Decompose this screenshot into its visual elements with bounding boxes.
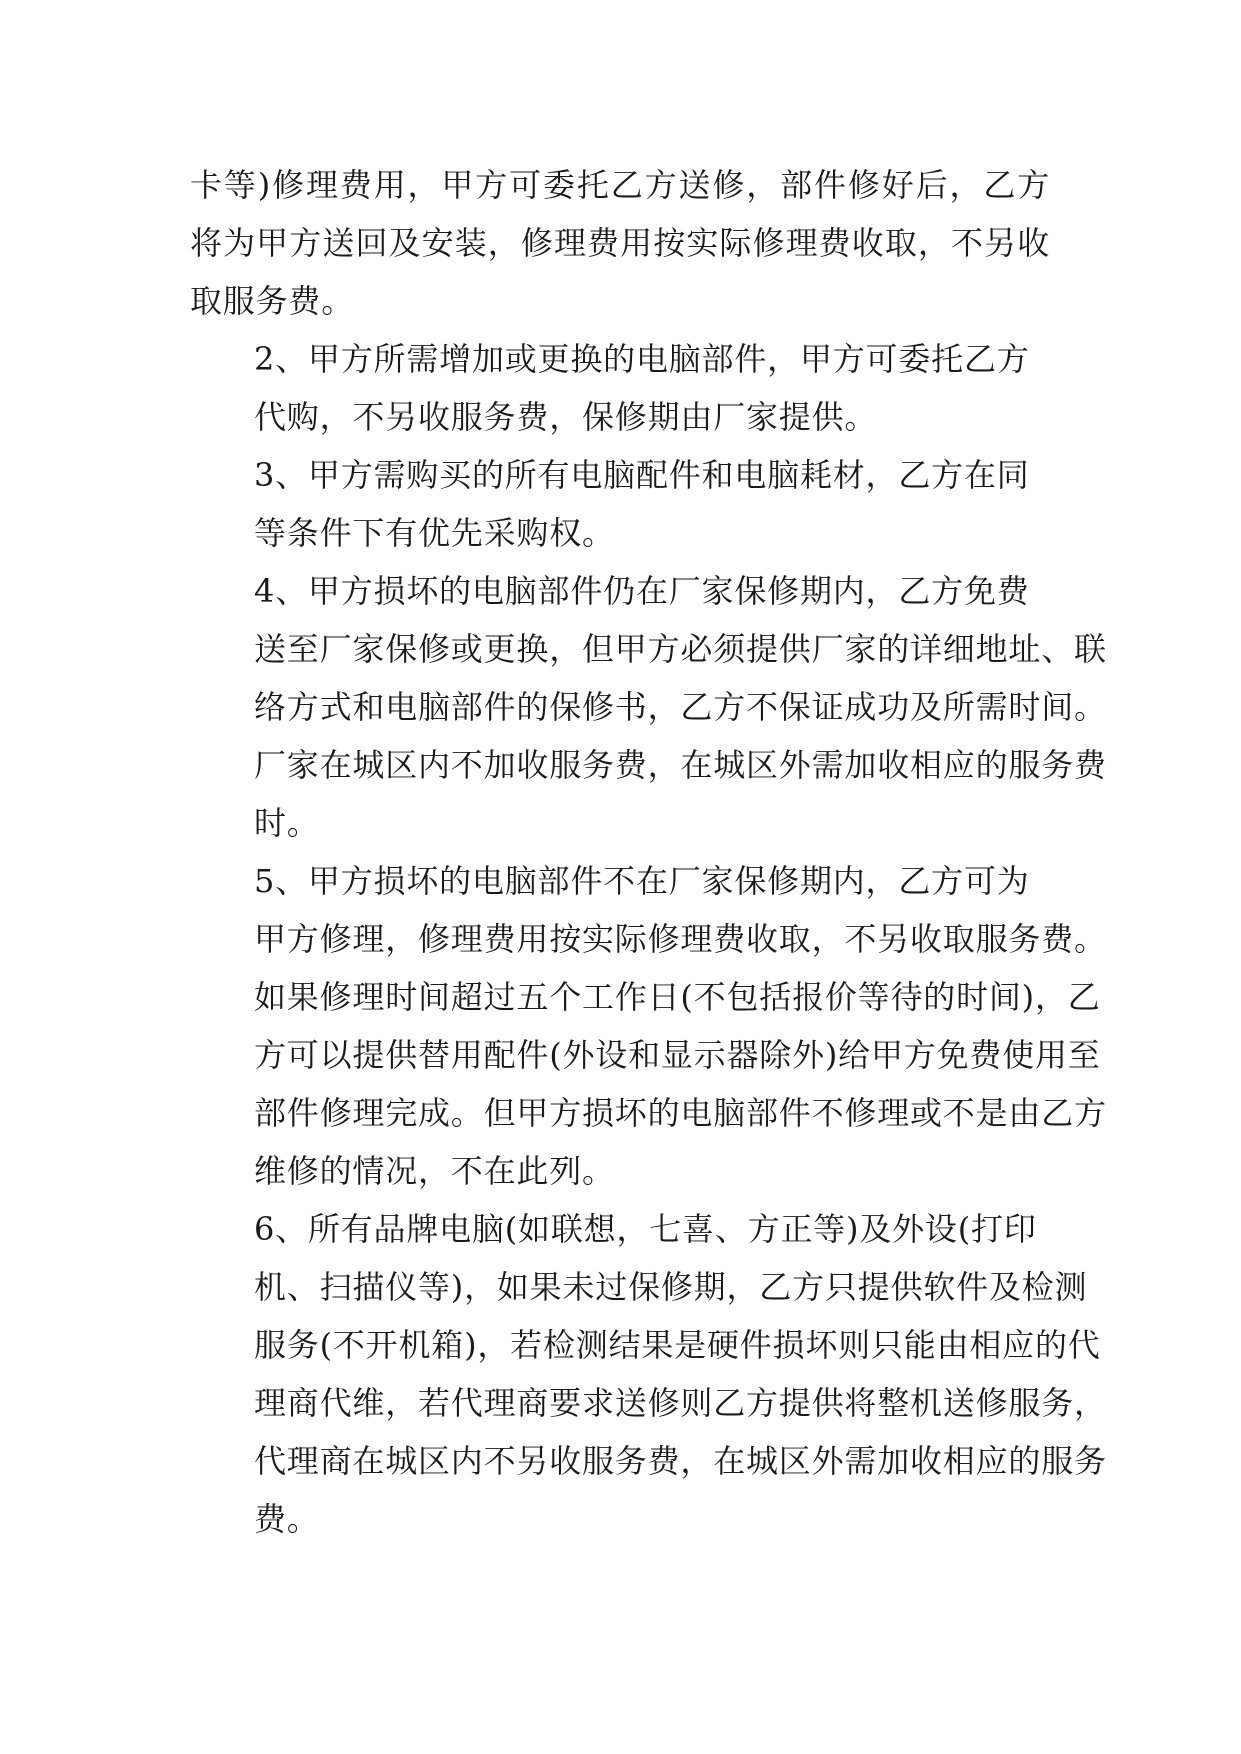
paragraph-line: 理商代维，若代理商要求送修则乙方提供将整机送修服务， bbox=[254, 1384, 1107, 1422]
paragraph-line: 5、甲方损坏的电脑部件不在厂家保修期内，乙方可为 bbox=[254, 862, 1030, 900]
paragraph-line: 部件修理完成。但甲方损坏的电脑部件不修理或不是由乙方 bbox=[254, 1094, 1107, 1132]
paragraph-line: 3、甲方需购买的所有电脑配件和电脑耗材，乙方在同 bbox=[254, 456, 1030, 494]
paragraph bbox=[190, 1200, 1107, 1548]
paragraph-line: 甲方修理，修理费用按实际修理费收取，不另收取服务费。 bbox=[254, 920, 1107, 958]
paragraph-line: 取服务费。 bbox=[190, 282, 355, 320]
paragraph-line: 如果修理时间超过五个工作日(不包括报价等待的时间)，乙 bbox=[254, 978, 1101, 1016]
paragraph-line: 代理商在城区内不另收服务费，在城区外需加收相应的服务 bbox=[254, 1442, 1107, 1480]
paragraph-line: 6、所有品牌电脑(如联想，七喜、方正等)及外设(打印 bbox=[254, 1210, 1037, 1248]
paragraph-line: 络方式和电脑部件的保修书，乙方不保证成功及所需时间。 bbox=[254, 688, 1107, 726]
paragraph-line: 费。 bbox=[254, 1500, 320, 1538]
paragraph-line: 方可以提供替用配件(外设和显示器除外)给甲方免费使用至 bbox=[254, 1036, 1101, 1074]
paragraph-line: 厂家在城区内不加收服务费，在城区外需加收相应的服务费 bbox=[254, 746, 1107, 784]
paragraph-line: 等条件下有优先采购权。 bbox=[254, 514, 615, 552]
paragraph-line: 卡等)修理费用，甲方可委托乙方送修，部件修好后，乙方 bbox=[190, 166, 1050, 204]
paragraph-line: 维修的情况，不在此列。 bbox=[254, 1152, 615, 1190]
paragraph bbox=[190, 156, 1050, 330]
paragraph-line: 将为甲方送回及安装，修理费用按实际修理费收取，不另收 bbox=[190, 224, 1050, 262]
document-body bbox=[190, 156, 1107, 1548]
paragraph-line: 4、甲方损坏的电脑部件仍在厂家保修期内，乙方免费 bbox=[254, 572, 1030, 610]
paragraph-line: 时。 bbox=[254, 804, 320, 842]
paragraph-line: 2、甲方所需增加或更换的电脑部件，甲方可委托乙方 bbox=[254, 340, 1030, 378]
paragraph-line: 送至厂家保修或更换，但甲方必须提供厂家的详细地址、联 bbox=[254, 630, 1107, 668]
paragraph bbox=[190, 852, 1107, 1200]
paragraph bbox=[190, 330, 1050, 446]
paragraph-line: 机、扫描仪等)，如果未过保修期，乙方只提供软件及检测 bbox=[254, 1268, 1088, 1306]
paragraph bbox=[190, 446, 1050, 562]
paragraph-line: 服务(不开机箱)，若检测结果是硬件损坏则只能由相应的代 bbox=[254, 1326, 1101, 1364]
paragraph-line: 代购，不另收服务费，保修期由厂家提供。 bbox=[254, 398, 878, 436]
paragraph bbox=[190, 562, 1107, 852]
